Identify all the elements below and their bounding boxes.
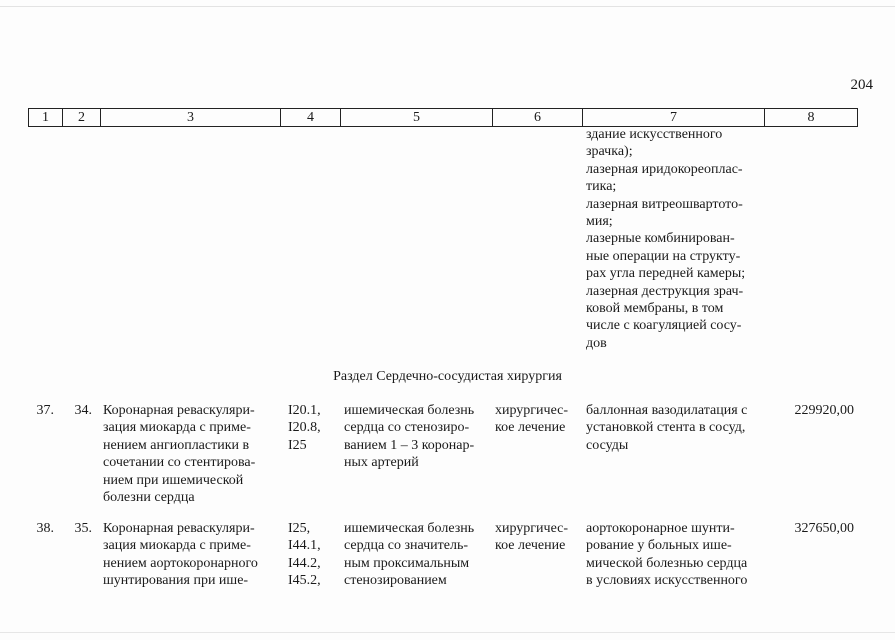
text-line: ные операции на структу- [586, 248, 741, 264]
text-line: зация миокарда с приме- [103, 538, 251, 554]
text-line: сердца со значитель- [344, 538, 469, 554]
text-line: зация миокарда с приме- [103, 420, 251, 436]
cost-value: 229920,00 [794, 403, 854, 418]
treatment-type [495, 520, 579, 555]
text-line: шунтирования при ише- [103, 573, 249, 589]
column-header-5: 5 [341, 109, 493, 127]
patient-model [344, 402, 490, 472]
text-line: рование у больных ише- [586, 538, 732, 554]
text-line: дов [586, 335, 607, 351]
column-header-8: 8 [765, 109, 858, 127]
scan-edge-top [0, 6, 895, 7]
text-line: кое лечение [495, 538, 566, 554]
text-line: ишемическая болезнь [344, 521, 475, 536]
text-line: ишемическая болезнь [344, 403, 475, 418]
text-line: стенозированием [344, 573, 447, 589]
treatment-method [586, 520, 762, 590]
text-line: баллонная вазодилатация с [586, 403, 748, 418]
text-line: нением аортокоронарного [103, 555, 258, 571]
row-number: 37. [36, 403, 54, 418]
text-line: мической болезнью сердца [586, 555, 748, 571]
text-line: хирургичес- [495, 403, 569, 418]
icd-codes [288, 402, 340, 454]
column-header-3: 3 [101, 109, 281, 127]
text-line: ных артерий [344, 455, 419, 471]
text-line: лазерная иридокореоплас- [586, 161, 743, 177]
text-line: I25, [288, 521, 311, 536]
column-header-1: 1 [29, 109, 63, 127]
text-line: Коронарная реваскуляри- [103, 521, 255, 536]
section-title: Раздел Сердечно-сосудистая хирургия [333, 369, 562, 384]
text-line: зрачка); [586, 144, 633, 160]
text-line: нием при ишемической [103, 472, 244, 488]
text-line: I20.8, [288, 420, 321, 436]
text-line: I44.2, [288, 555, 321, 571]
text-line: I20.1, [288, 403, 321, 418]
group-number: 35. [74, 521, 92, 536]
text-line: сердца со стенозиро- [344, 420, 470, 436]
text-line: ным проксимальным [344, 555, 470, 571]
icd-codes [288, 520, 340, 590]
page-number: 204 [850, 77, 873, 93]
text-line: лазерная деструкция зрач- [586, 283, 744, 299]
text-line: ванием 1 – 3 коронар- [344, 437, 475, 453]
text-line: I44.1, [288, 538, 321, 554]
column-header-4: 4 [281, 109, 341, 127]
column-number-header [28, 108, 858, 127]
column-header-2: 2 [63, 109, 101, 127]
treatment-type [495, 402, 579, 437]
treatment-method [586, 402, 766, 454]
text-line: I45.2, [288, 573, 321, 589]
patient-model [344, 520, 490, 590]
text-line: сосуды [586, 437, 629, 453]
text-line: кое лечение [495, 420, 566, 436]
text-line: нением ангиопластики в [103, 437, 250, 453]
column-header-6: 6 [493, 109, 583, 127]
procedure-name [103, 520, 278, 590]
text-line: Коронарная реваскуляри- [103, 403, 255, 418]
text-line: числе с коагуляцией сосу- [586, 318, 742, 334]
text-line: хирургичес- [495, 521, 569, 536]
text-line: мия; [586, 214, 613, 230]
text-line: лазерные комбинирован- [586, 231, 735, 247]
text-line: аортокоронарное шунти- [586, 521, 735, 536]
row-number: 38. [36, 521, 54, 536]
scan-edge-bottom [0, 632, 895, 633]
text-line: рах угла передней камеры; [586, 266, 746, 282]
text-line: здание искусственного [586, 127, 723, 142]
group-number: 34. [74, 403, 92, 418]
continuation-col7 [586, 126, 762, 352]
text-line: установкой стента в сосуд, [586, 420, 746, 436]
text-line: сочетании со стентирова- [103, 455, 256, 471]
text-line: тика; [586, 179, 617, 195]
cost-value: 327650,00 [794, 521, 854, 536]
procedure-name [103, 402, 278, 506]
text-line: в условиях искусственного [586, 573, 748, 589]
text-line: ковой мембраны, в том [586, 301, 724, 317]
column-header-7: 7 [583, 109, 765, 127]
text-line: лазерная витреошвартото- [586, 196, 743, 212]
text-line: болезни сердца [103, 490, 195, 506]
text-line: I25 [288, 437, 307, 453]
